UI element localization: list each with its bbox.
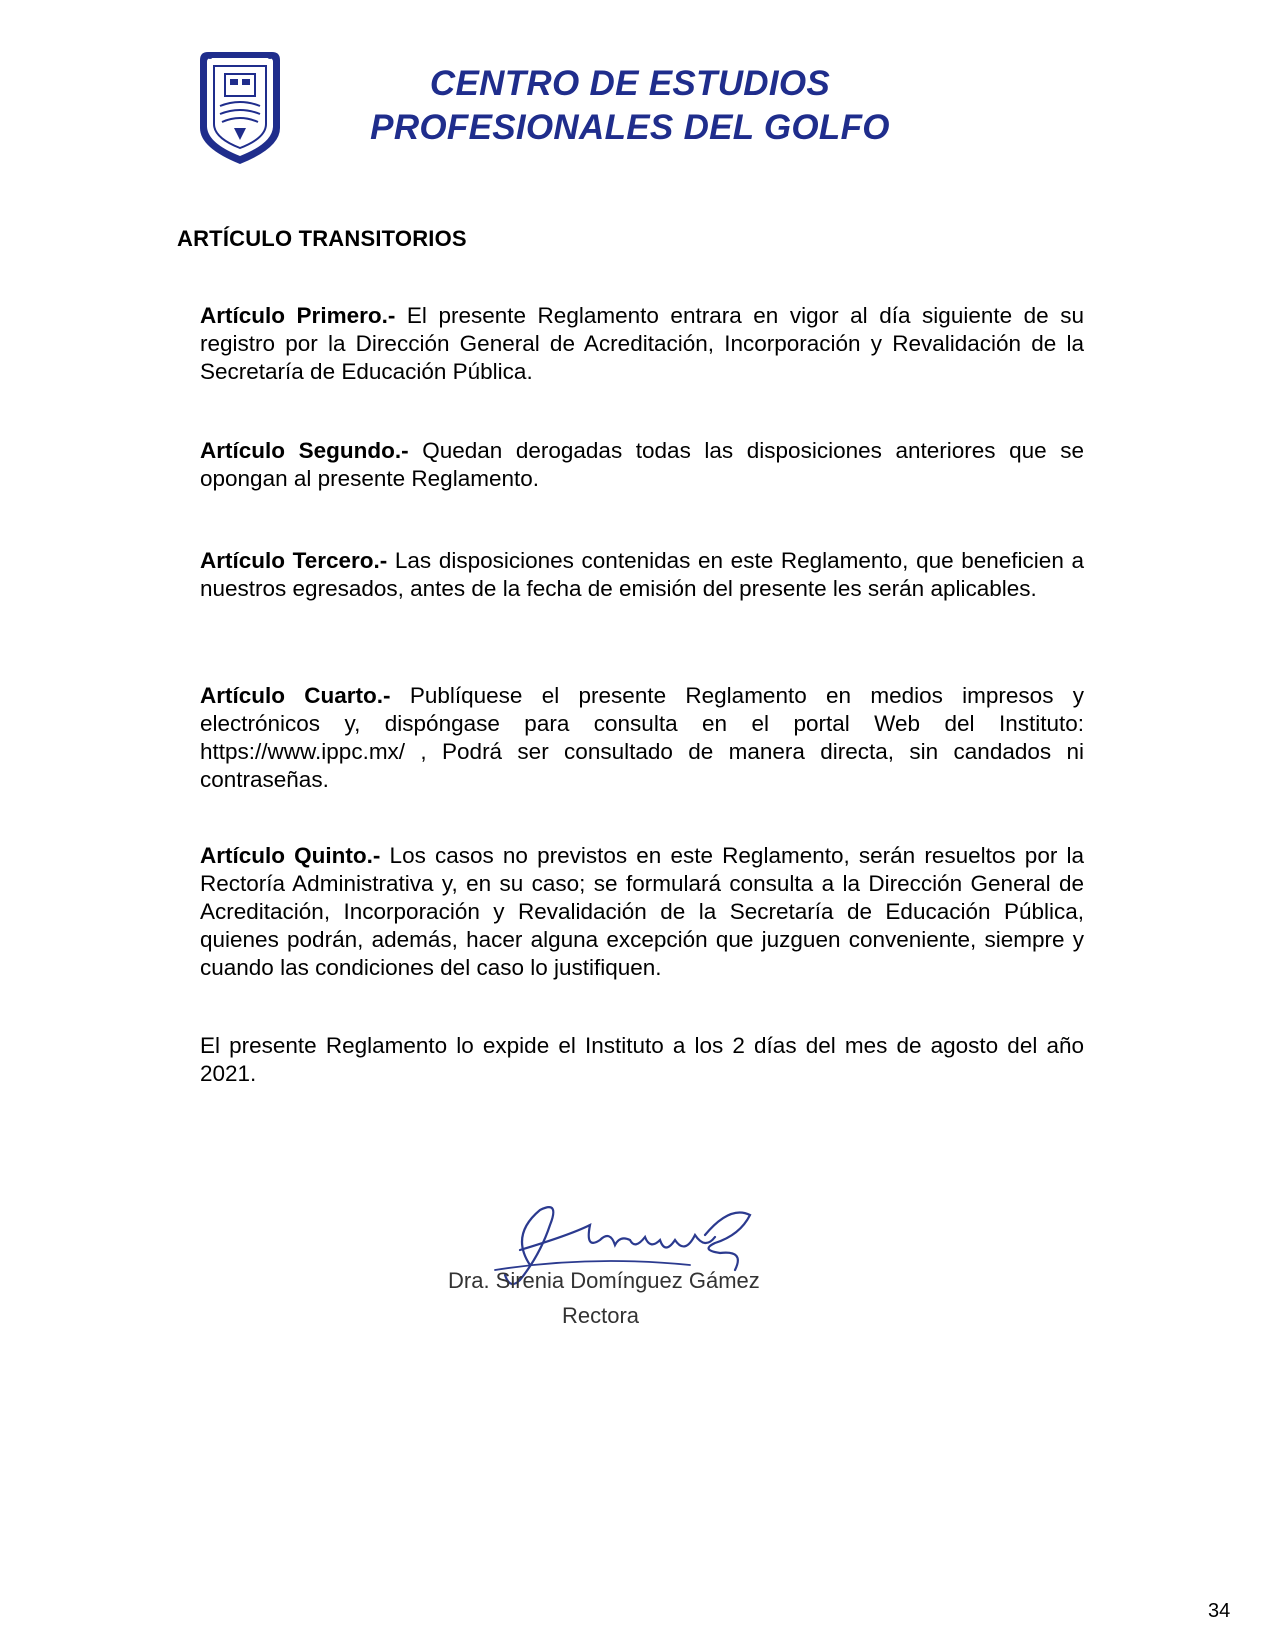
article-paragraph xyxy=(200,302,1084,386)
signer-name: Dra. Sirenia Domínguez Gámez xyxy=(448,1268,760,1293)
institution-title xyxy=(330,62,930,150)
article-paragraph xyxy=(200,682,1084,794)
article-label: Artículo Tercero.- xyxy=(200,548,388,573)
article-text: Quedan derogadas todas las disposiciones anteriores que se opongan al presente Reglamento. xyxy=(200,438,1084,491)
article-text: El presente Reglamento entrara en vigor al día siguiente de su registro por la Dirección General de Acreditación, Incorporación y Revalidación de la Secretaría de Educación Pública. xyxy=(200,303,1085,384)
footer-divider xyxy=(172,1516,1072,1530)
title-line-2: PROFESIONALES DEL GOLFO xyxy=(370,108,890,147)
signer-role: Rectora xyxy=(562,1303,640,1328)
institution-logo xyxy=(190,48,290,168)
article-text: Publíquese el presente Reglamento en medios impresos y electrónicos y, dispóngase para consulta en el portal Web del Instituto: https://www.ippc.mx/ , Podrá ser consultado de manera directa, sin candados ni contraseñas. xyxy=(200,683,1084,792)
article-paragraph xyxy=(200,842,1084,982)
article-paragraph xyxy=(200,547,1084,603)
article-label: Artículo Cuarto.- xyxy=(200,683,391,708)
header-divider xyxy=(175,175,1122,189)
article-label: Artículo Segundo.- xyxy=(200,438,409,463)
article-paragraph xyxy=(200,437,1084,493)
article-label: Artículo Primero.- xyxy=(200,303,396,328)
closing-paragraph: El presente Reglamento lo expide el Instituto a los 2 días del mes de agosto del año 2021. xyxy=(200,1033,1084,1086)
page-number: 34 xyxy=(1208,1600,1231,1622)
title-line-1: CENTRO DE ESTUDIOS xyxy=(429,64,831,103)
article-text: Las disposiciones contenidas en este Reglamento, que beneficien a nuestros egresados, antes de la fecha de emisión del presente les serán aplicables. xyxy=(200,548,1084,601)
section-heading: ARTÍCULO TRANSITORIOS xyxy=(177,226,467,251)
article-text: Los casos no previstos en este Reglamento, serán resueltos por la Rectoría Administrativa y, en su caso; se formulará consulta a la Dirección General de Acreditación, Incorporación y Revalidación de la Secretaría de Educación Pública, quienes podrán, además, hacer alguna excepción que juzguen conveniente, siempre y cuando las condiciones del caso lo justifiquen. xyxy=(200,843,1084,980)
article-label: Artículo Quinto.- xyxy=(200,843,381,868)
